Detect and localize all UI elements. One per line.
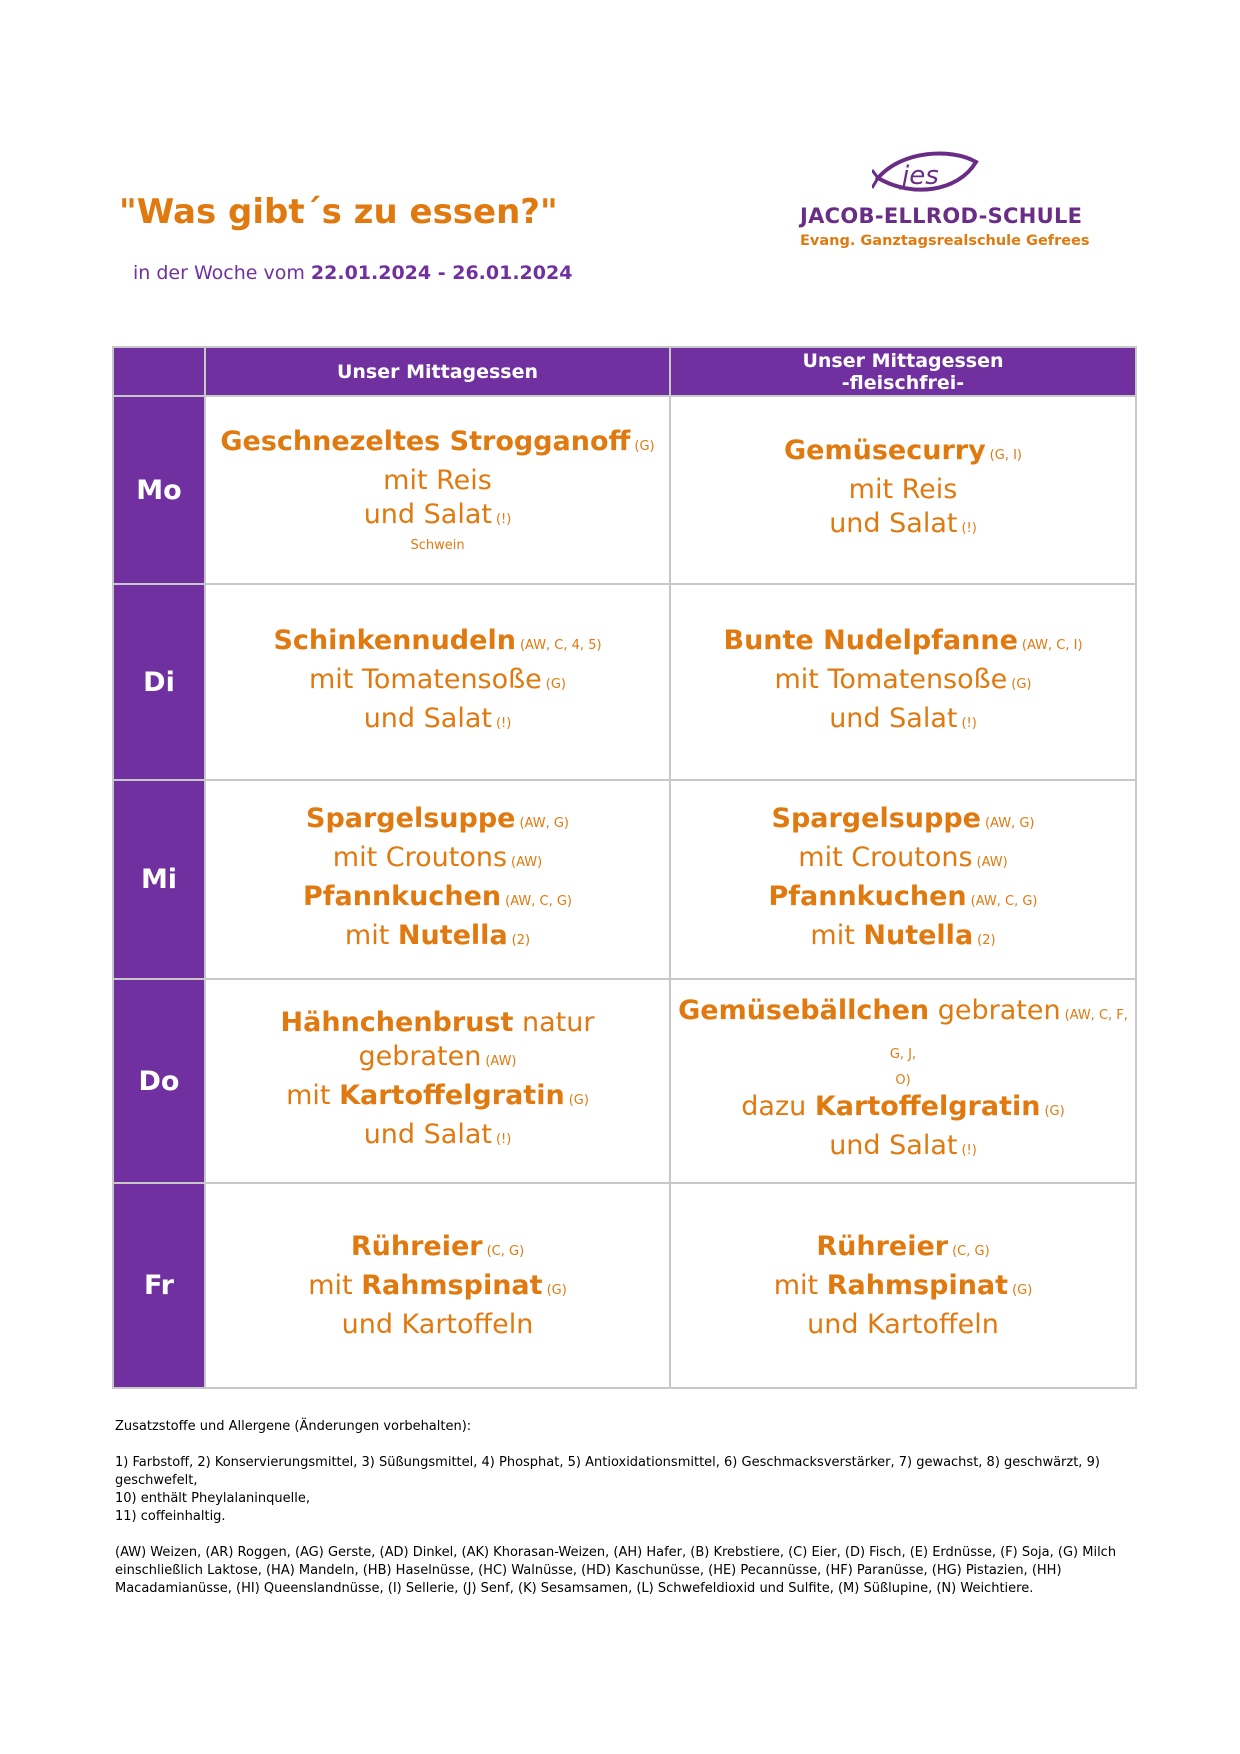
side-dish: und Salat (829, 702, 958, 734)
school-subtitle: Evang. Ganztagsrealschule Gefrees (800, 233, 1090, 249)
side-dish: und Salat (363, 1118, 492, 1150)
side-dish: Rahmspinat (361, 1269, 543, 1301)
allergen-codes: (AW, C, 4, 5) (519, 637, 602, 653)
side-dish: und Salat (363, 702, 492, 734)
day-label: Do (113, 979, 205, 1183)
table-row (113, 979, 1136, 1183)
dish-name: Pfannkuchen (302, 880, 502, 912)
side-dish: Rahmspinat (826, 1269, 1009, 1301)
side-prefix: mit (773, 1269, 819, 1301)
allergen-codes: (C, G) (486, 1243, 525, 1259)
day-label: Fr (113, 1183, 205, 1388)
legend-heading: Zusatzstoffe und Allergene (Änderungen vorbehalten): (115, 1419, 472, 1434)
allergen-codes: (AW) (485, 1053, 517, 1069)
table-row (113, 396, 1136, 584)
dish-name: Gemüsebällchen (678, 995, 930, 1026)
side-dish: mit Tomatensoße (309, 663, 542, 695)
side-dish: mit Tomatensoße (774, 663, 1008, 695)
dish-name: Gemüsecurry (784, 435, 986, 466)
menu-table (112, 346, 1137, 1389)
dish-name: Bunte Nudelpfanne (723, 624, 1018, 656)
allergen-codes: (!) (961, 521, 977, 536)
menu-cell (670, 979, 1136, 1183)
additives-line: 10) enthält Pheylalaninquelle, (115, 1491, 310, 1506)
dish-name: Schinkennudeln (273, 624, 516, 656)
table-header-row (113, 347, 1136, 396)
allergen-codes: (G) (634, 439, 655, 454)
side-dish: mit Reis (848, 474, 958, 505)
side-dish: und Kartoffeln (341, 1308, 534, 1340)
allergen-codes: (!) (495, 715, 512, 731)
column-header-menu: Unser Mittagessen (205, 347, 670, 396)
dish-name: Geschnezeltes Strogganoff (220, 426, 631, 457)
allergen-codes: (!) (495, 1131, 512, 1147)
allergen-codes: (AW, C, G) (505, 893, 572, 909)
menu-cell (205, 396, 670, 584)
menu-cell (670, 780, 1136, 979)
week-dates: 22.01.2024 - 26.01.2024 (310, 262, 573, 284)
side-dish: Nutella (397, 919, 508, 951)
column-header-vegetarian (670, 347, 1136, 396)
menu-cell (205, 584, 670, 780)
allergen-codes: (!) (961, 1143, 977, 1158)
allergen-codes: (AW, G) (984, 815, 1035, 831)
allergen-codes: (2) (977, 932, 996, 948)
table-row (113, 584, 1136, 780)
menu-cell (670, 584, 1136, 780)
side-dish: Kartoffelgratin (814, 1091, 1041, 1122)
additives-list (115, 1454, 1135, 1526)
allergen-codes: (G, I) (989, 448, 1022, 463)
side-dish: mit Croutons (798, 841, 973, 873)
allergen-codes: (G) (1012, 1282, 1033, 1298)
day-label: Mo (113, 396, 205, 584)
dish-name: Spargelsuppe (306, 802, 516, 834)
menu-cell (670, 1183, 1136, 1388)
menu-cell (205, 1183, 670, 1388)
allergen-codes: (AW, C, F, G, J, (889, 1008, 1128, 1062)
side-dish: Nutella (863, 919, 974, 951)
week-range (133, 262, 572, 284)
side-prefix: mit (810, 919, 855, 951)
logo-mark: jes (902, 161, 939, 191)
allergen-codes: (!) (495, 512, 512, 527)
dish-suffix: gebraten (937, 995, 1061, 1026)
dish-name: Rühreier (816, 1230, 949, 1262)
allergen-codes: (2) (511, 932, 531, 948)
day-label: Di (113, 584, 205, 780)
allergen-codes: (!) (961, 715, 977, 731)
school-logo (800, 148, 1090, 256)
allergen-codes: (AW) (976, 854, 1008, 870)
allergen-codes: (G) (1011, 676, 1032, 692)
side-dish: und Salat (829, 1130, 958, 1161)
allergens-list: (AW) Weizen, (AR) Roggen, (AG) Gerste, (AD) Dinkel, (AK) Khorasan-Weizen, (AH) Hafer, (B) Krebstiere, (C) Eier, (D) Fisch, (E) Erdnüsse, (F) Soja, (G) Milch einschließlich Laktose, (HA) Mandeln, (HB) Haselnüsse, (HC) Walnüsse, (HD) Kaschunüsse, (HE) Pecannüsse, (HF) Paranüsse, (HG) Pistazien, (HH) Macadamianüsse, (HI) Queenslandnüsse, (I) Sellerie, (J) Senf, (K) Sesamsamen, (L) Schwefeldioxid und Sulfite, (M) Süßlupine, (N) Weichtiere. (115, 1545, 1117, 1596)
menu-cell (205, 780, 670, 979)
side-dish: mit Reis (383, 465, 492, 496)
dish-name: Pfannkuchen (768, 880, 967, 912)
menu-cell (670, 396, 1136, 584)
menu-cell (205, 979, 670, 1183)
table-row (113, 1183, 1136, 1388)
day-header (113, 347, 205, 396)
week-prefix: in der Woche vom (133, 262, 305, 284)
allergen-codes: (AW, C, G) (970, 893, 1038, 909)
allergen-codes: (G) (568, 1092, 589, 1108)
side-prefix: mit (286, 1079, 331, 1111)
dish-name: Spargelsuppe (771, 802, 981, 834)
meat-note: Schwein (410, 538, 465, 553)
dish-name: Rühreier (350, 1230, 483, 1262)
allergen-codes: (C, G) (952, 1243, 990, 1259)
side-dish: und Salat (363, 499, 492, 530)
side-prefix: mit (308, 1269, 353, 1301)
allergen-codes: (AW, G) (519, 815, 569, 831)
dish-suffix: natur gebraten (358, 1006, 595, 1072)
allergen-codes: (G) (546, 1282, 567, 1298)
allergen-legend (115, 1418, 1135, 1616)
allergen-codes: (G) (1044, 1104, 1065, 1119)
side-dish: mit Croutons (332, 841, 508, 873)
additives-line: 1) Farbstoff, 2) Konservierungsmittel, 3) Süßungsmittel, 4) Phosphat, 5) Antioxidationsmittel, 6) Geschmacksverstärker, 7) gewachst, 8) geschwärzt, 9) geschwefelt, (115, 1455, 1100, 1488)
page-title: "Was gibt´s zu essen?" (119, 192, 558, 232)
day-label: Mi (113, 780, 205, 979)
header-line2: -fleischfrei- (841, 371, 965, 394)
side-dish: Kartoffelgratin (339, 1079, 565, 1111)
allergen-codes: (AW) (511, 854, 543, 870)
allergen-codes: (AW, C, I) (1021, 637, 1083, 653)
allergen-codes-cont: O) (895, 1073, 911, 1088)
allergen-codes: (G) (545, 676, 566, 692)
side-prefix: mit (344, 919, 390, 951)
table-row (113, 780, 1136, 979)
header-line1: Unser Mittagessen (802, 349, 1004, 372)
school-name: JACOB-ELLROD-SCHULE (800, 204, 1083, 228)
side-prefix: dazu (741, 1091, 807, 1122)
fish-logo-icon (872, 148, 982, 200)
side-dish: und Kartoffeln (807, 1308, 999, 1340)
dish-name: Hähnchenbrust (280, 1006, 514, 1038)
side-dish: und Salat (829, 508, 958, 539)
additives-line: 11) coffeinhaltig. (115, 1509, 226, 1524)
